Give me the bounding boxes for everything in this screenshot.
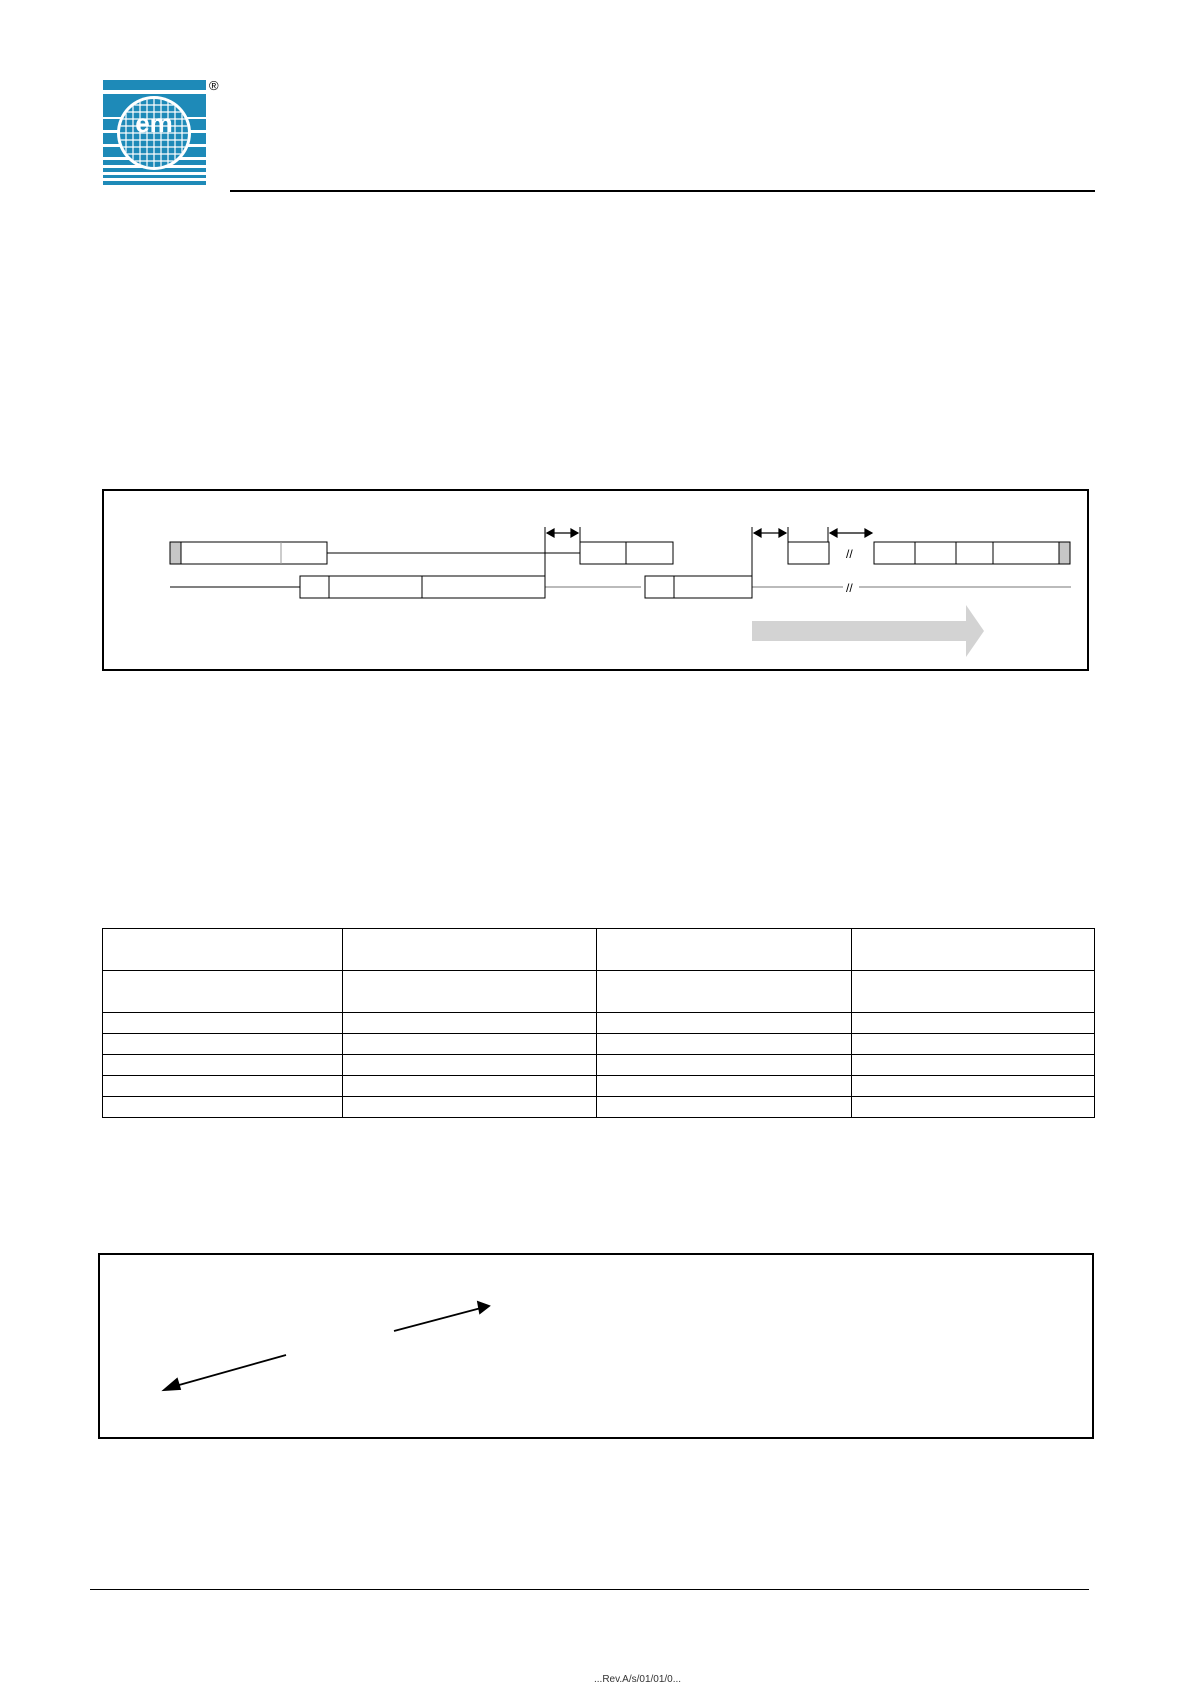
break-symbol: // (846, 547, 853, 561)
footer-rule (90, 1589, 1089, 1590)
table-row (103, 1055, 1095, 1076)
frame-start-marker (170, 542, 181, 564)
left-down-arrow-head (164, 1379, 180, 1390)
table-row (103, 1076, 1095, 1097)
registered-mark: ® (209, 78, 219, 93)
frame-field-block (170, 542, 327, 564)
timing-diagram (102, 489, 1089, 671)
table-header-row (103, 971, 1095, 1013)
company-logo (103, 80, 206, 185)
parameter-table (102, 928, 1095, 1118)
table-row (103, 1034, 1095, 1055)
frame-end-marker (1059, 542, 1070, 564)
table-row (103, 1097, 1095, 1118)
left-down-arrow-icon (172, 1355, 286, 1387)
header-rule (230, 190, 1095, 192)
right-up-arrow-icon (394, 1308, 481, 1331)
frame-field-block (788, 542, 829, 564)
right-up-arrow-head (478, 1302, 489, 1313)
logo-lettering: em (135, 108, 173, 138)
table-header-row (103, 929, 1095, 971)
table-row (103, 1013, 1095, 1034)
footer-text: ...Rev.A/s/01/01/0... (594, 1674, 682, 1685)
break-symbol: // (846, 581, 853, 595)
frame-field-block (645, 576, 752, 598)
frame-field-block (874, 542, 1070, 564)
time-direction-arrow-icon (752, 605, 984, 657)
flow-diagram-box (98, 1253, 1094, 1439)
